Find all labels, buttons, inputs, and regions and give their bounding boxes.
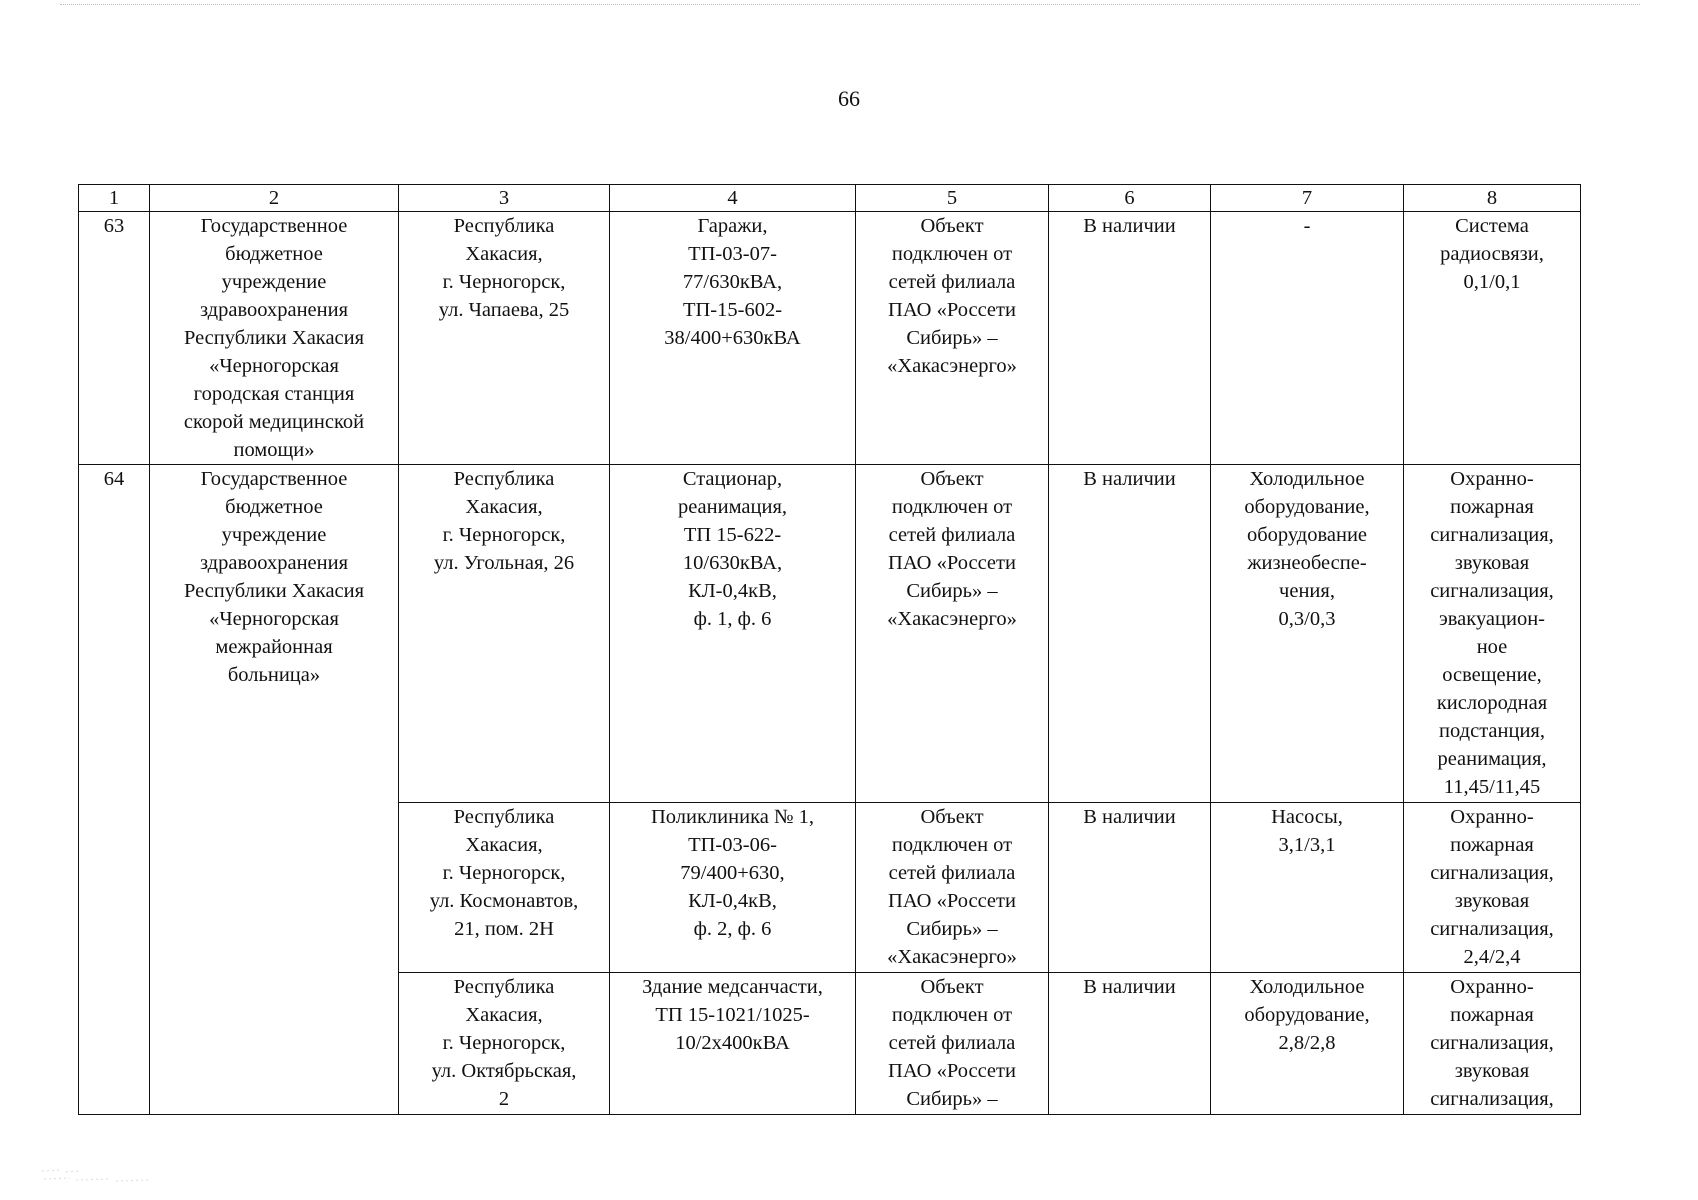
- organization-name: Государственное бюджетное учреждение здравоохранения Республики Хакасия «Черногорская межрайонная больница»: [150, 465, 399, 1115]
- systems: Охранно- пожарная сигнализация, звуковая сигнализация,: [1404, 973, 1581, 1115]
- address: Республика Хакасия, г. Черногорск, ул. Октябрьская, 2: [399, 973, 610, 1115]
- connection-info: Объект подключен от сетей филиала ПАО «Россети Сибирь» – «Хакасэнерго»: [856, 803, 1049, 973]
- object-description: Гаражи, ТП-03-07- 77/630кВА, ТП-15-602- 38/400+630кВА: [610, 212, 856, 465]
- row-number: 64: [79, 465, 150, 1115]
- header-col-8: 8: [1404, 185, 1581, 212]
- connection-info: Объект подключен от сетей филиала ПАО «Россети Сибирь» – «Хакасэнерго»: [856, 465, 1049, 803]
- systems: Система радиосвязи, 0,1/0,1: [1404, 212, 1581, 465]
- availability: В наличии: [1049, 973, 1211, 1115]
- row-number: 63: [79, 212, 150, 465]
- header-col-6: 6: [1049, 185, 1211, 212]
- equipment: Насосы, 3,1/3,1: [1211, 803, 1404, 973]
- header-col-3: 3: [399, 185, 610, 212]
- data-table: [78, 184, 1581, 1115]
- table-row: [79, 212, 1581, 465]
- header-col-7: 7: [1211, 185, 1404, 212]
- header-col-2: 2: [150, 185, 399, 212]
- scan-artifact-bottom: [40, 1165, 160, 1185]
- availability: В наличии: [1049, 803, 1211, 973]
- equipment: -: [1211, 212, 1404, 465]
- object-description: Здание медсанчасти, ТП 15-1021/1025- 10/2х400кВА: [610, 973, 856, 1115]
- address: Республика Хакасия, г. Черногорск, ул. Угольная, 26: [399, 465, 610, 803]
- address: Республика Хакасия, г. Черногорск, ул. Космонавтов, 21, пом. 2Н: [399, 803, 610, 973]
- page-number: 66: [838, 86, 860, 111]
- object-description: Поликлиника № 1, ТП-03-06- 79/400+630, КЛ-0,4кВ, ф. 2, ф. 6: [610, 803, 856, 973]
- header-row: [79, 185, 1581, 212]
- object-description: Стационар, реанимация, ТП 15-622- 10/630кВА, КЛ-0,4кВ, ф. 1, ф. 6: [610, 465, 856, 803]
- organization-name: Государственное бюджетное учреждение здравоохранения Республики Хакасия «Черногорская городская станция скорой медицинской помощи»: [150, 212, 399, 465]
- equipment: Холодильное оборудование, оборудование жизнеобеспе- чения, 0,3/0,3: [1211, 465, 1404, 803]
- systems: Охранно- пожарная сигнализация, звуковая сигнализация, 2,4/2,4: [1404, 803, 1581, 973]
- header-col-5: 5: [856, 185, 1049, 212]
- connection-info: Объект подключен от сетей филиала ПАО «Россети Сибирь» – «Хакасэнерго»: [856, 212, 1049, 465]
- address: Республика Хакасия, г. Черногорск, ул. Чапаева, 25: [399, 212, 610, 465]
- systems: Охранно- пожарная сигнализация, звуковая сигнализация, эвакуацион- ное освещение, кислородная подстанция, реанимация, 11,45/11,45: [1404, 465, 1581, 803]
- equipment: Холодильное оборудование, 2,8/2,8: [1211, 973, 1404, 1115]
- connection-info: Объект подключен от сетей филиала ПАО «Россети Сибирь» –: [856, 973, 1049, 1115]
- availability: В наличии: [1049, 465, 1211, 803]
- table-row: [79, 465, 1581, 803]
- scan-artifact-top: [60, 4, 1640, 9]
- header-col-1: 1: [79, 185, 150, 212]
- header-col-4: 4: [610, 185, 856, 212]
- availability: В наличии: [1049, 212, 1211, 465]
